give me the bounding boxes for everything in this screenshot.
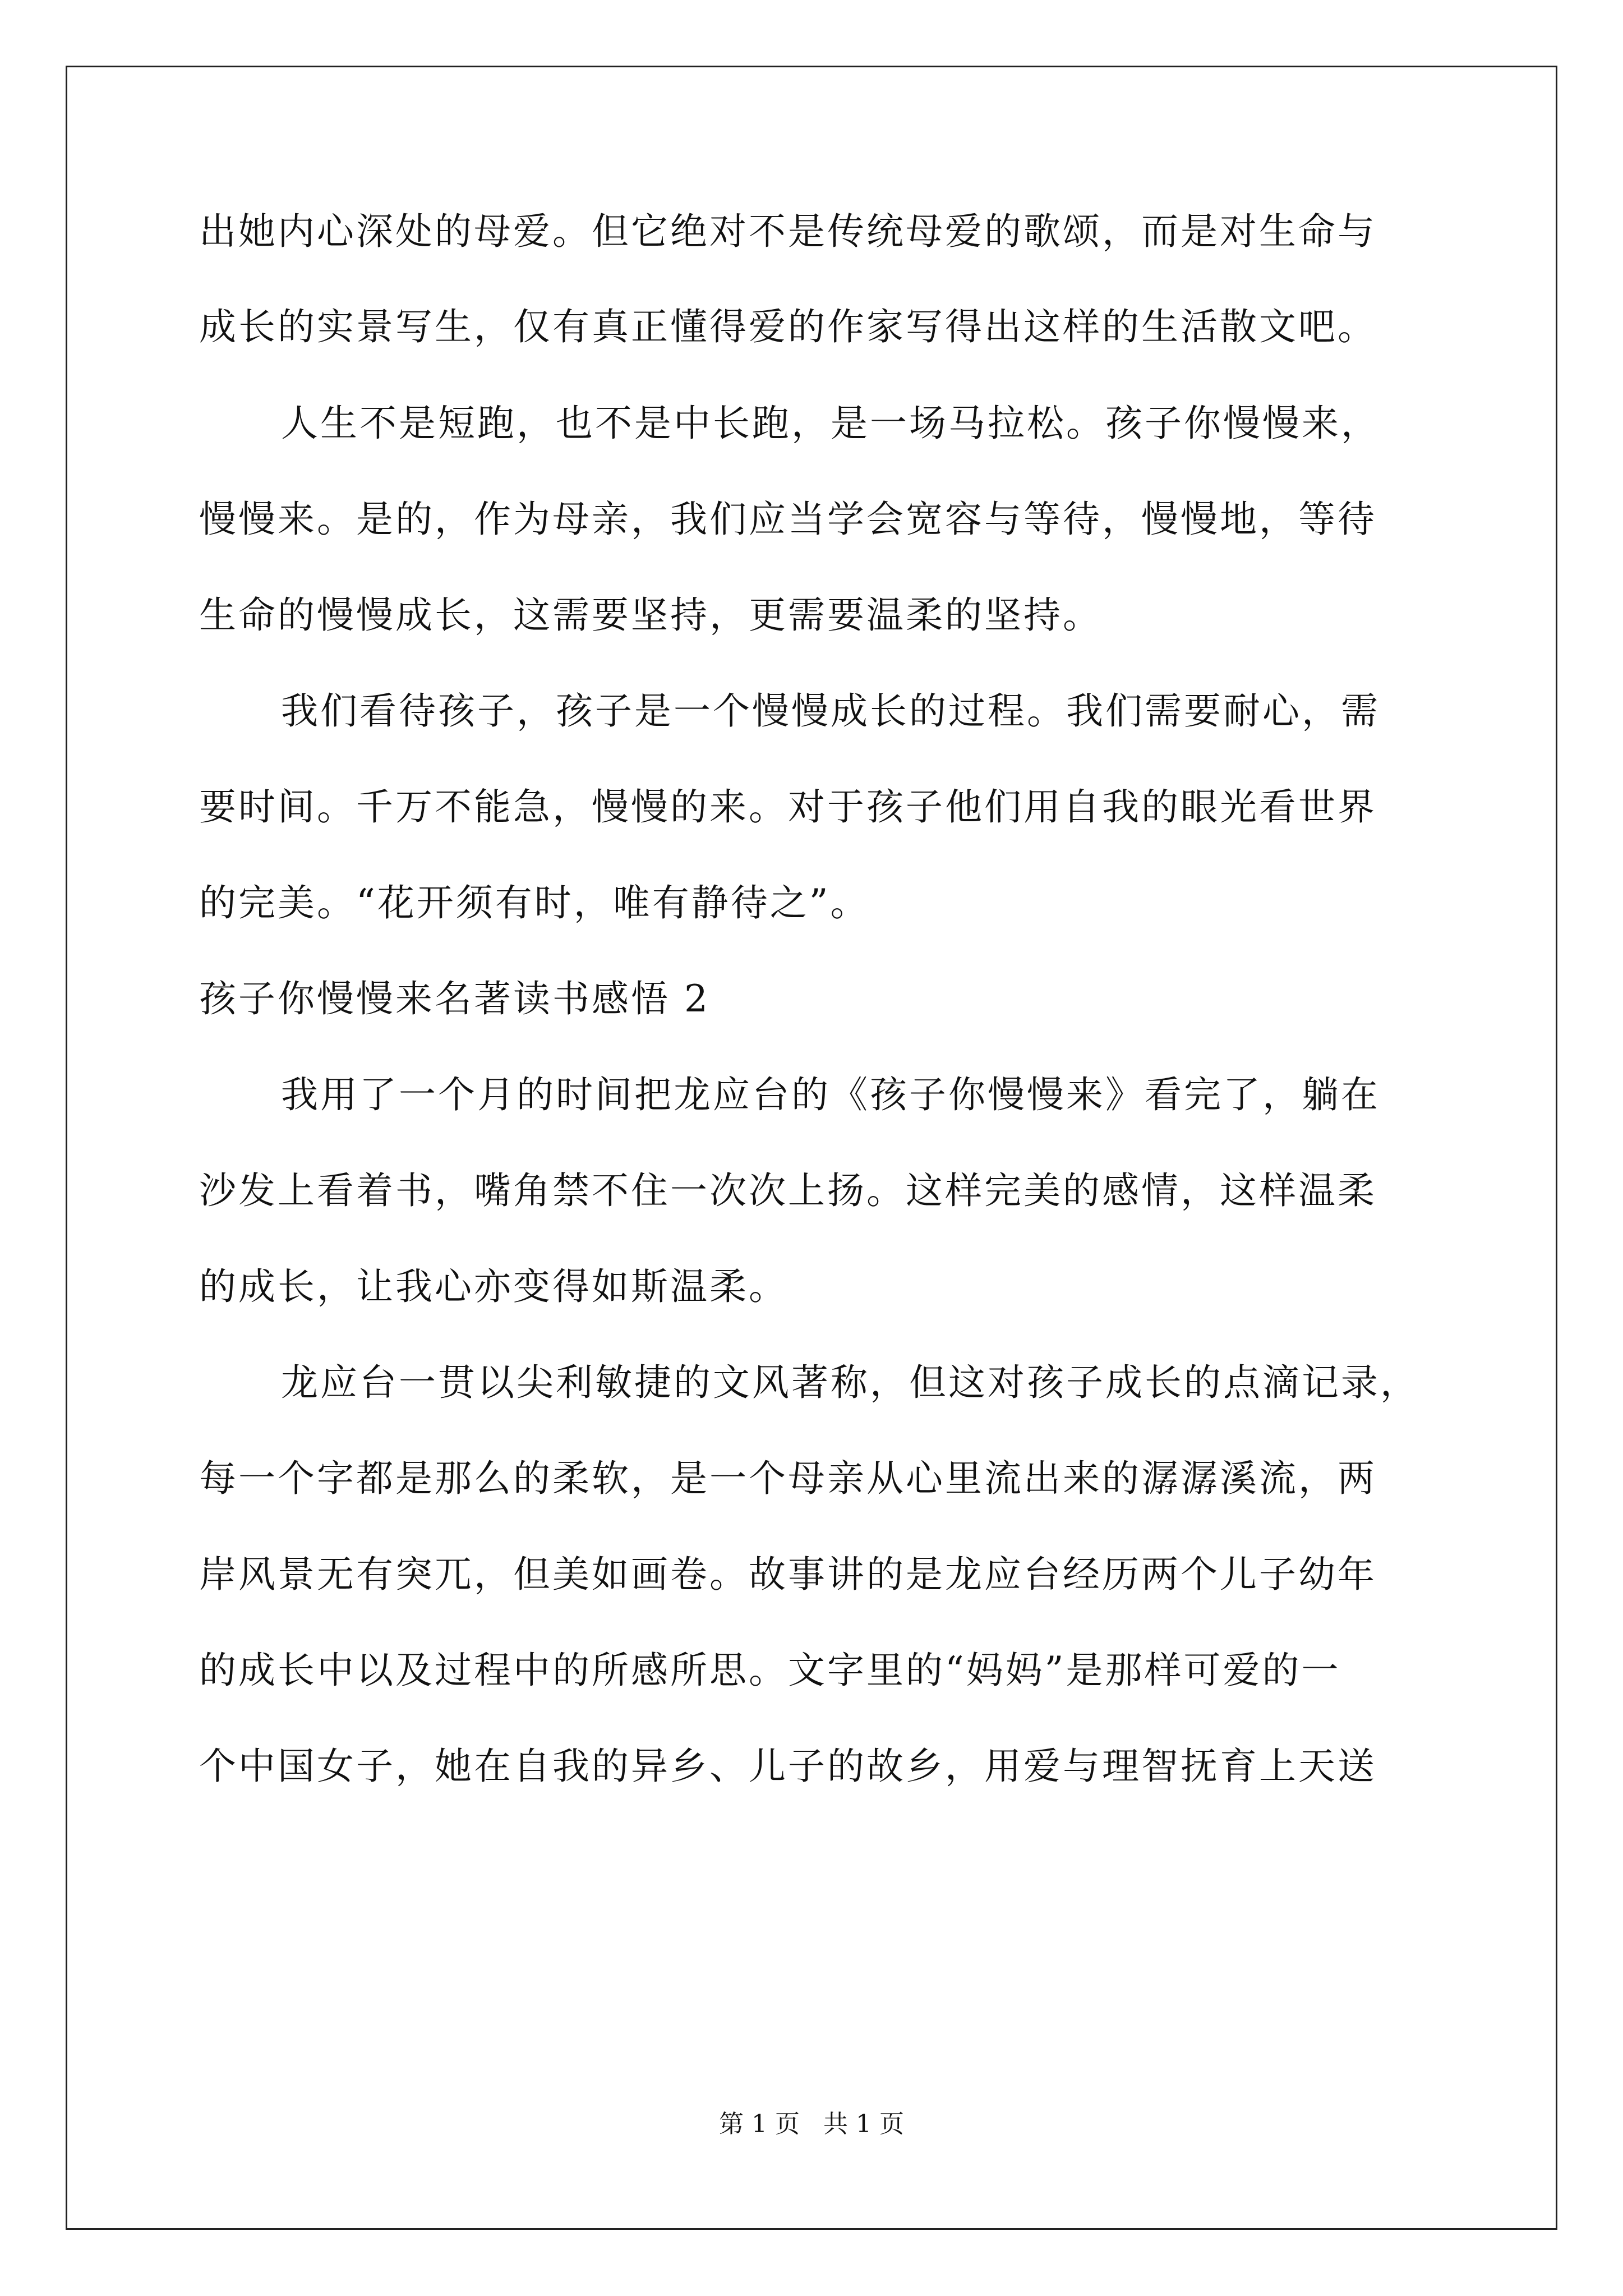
text-line: 每一个字都是那么的柔软，是一个母亲从心里流出来的潺潺溪流，两	[199, 1457, 1377, 1500]
paragraph-start-line: 我用了一个月的时间把龙应台的《孩子你慢慢来》看完了，躺在	[281, 1073, 1380, 1116]
text-line: 岸风景无有突兀，但美如画卷。故事讲的是龙应台经历两个儿子幼年	[199, 1553, 1377, 1596]
page-border	[66, 66, 1557, 2230]
text-line: 的成长，让我心亦变得如斯温柔。	[199, 1265, 788, 1308]
text-line: 的完美。“花开须有时，唯有静待之”。	[199, 881, 870, 924]
section-heading: 孩子你慢慢来名著读书感悟 2	[199, 977, 710, 1020]
page-number: 第 1 页	[719, 2110, 800, 2138]
text-line: 要时间。千万不能急，慢慢的来。对于孩子他们用自我的眼光看世界	[199, 785, 1377, 829]
page-total: 共 1 页	[823, 2110, 904, 2138]
page-footer	[0, 2110, 1623, 2138]
text-line: 成长的实景写生，仅有真正懂得爱的作家写得出这样的生活散文吧。	[199, 305, 1377, 348]
paragraph-start-line: 我们看待孩子，孩子是一个慢慢成长的过程。我们需要耐心，需	[281, 689, 1380, 733]
text-line: 个中国女子，她在自我的异乡、儿子的故乡，用爱与理智抚育上天送	[199, 1745, 1377, 1788]
text-line: 沙发上看着书，嘴角禁不住一次次上扬。这样完美的感情，这样温柔	[199, 1169, 1377, 1212]
text-line: 的成长中以及过程中的所感所思。文字里的“妈妈”是那样可爱的一	[199, 1649, 1341, 1692]
text-line: 慢慢来。是的，作为母亲，我们应当学会宽容与等待，慢慢地，等待	[199, 498, 1377, 541]
paragraph-start-line: 人生不是短跑，也不是中长跑，是一场马拉松。孩子你慢慢来，	[281, 402, 1380, 445]
text-line: 出她内心深处的母爱。但它绝对不是传统母爱的歌颂，而是对生命与	[199, 210, 1377, 253]
text-line: 生命的慢慢成长，这需要坚持，更需要温柔的坚持。	[199, 593, 1102, 637]
paragraph-start-line: 龙应台一贯以尖利敏捷的文风著称，但这对孩子成长的点滴记录，	[281, 1361, 1419, 1404]
